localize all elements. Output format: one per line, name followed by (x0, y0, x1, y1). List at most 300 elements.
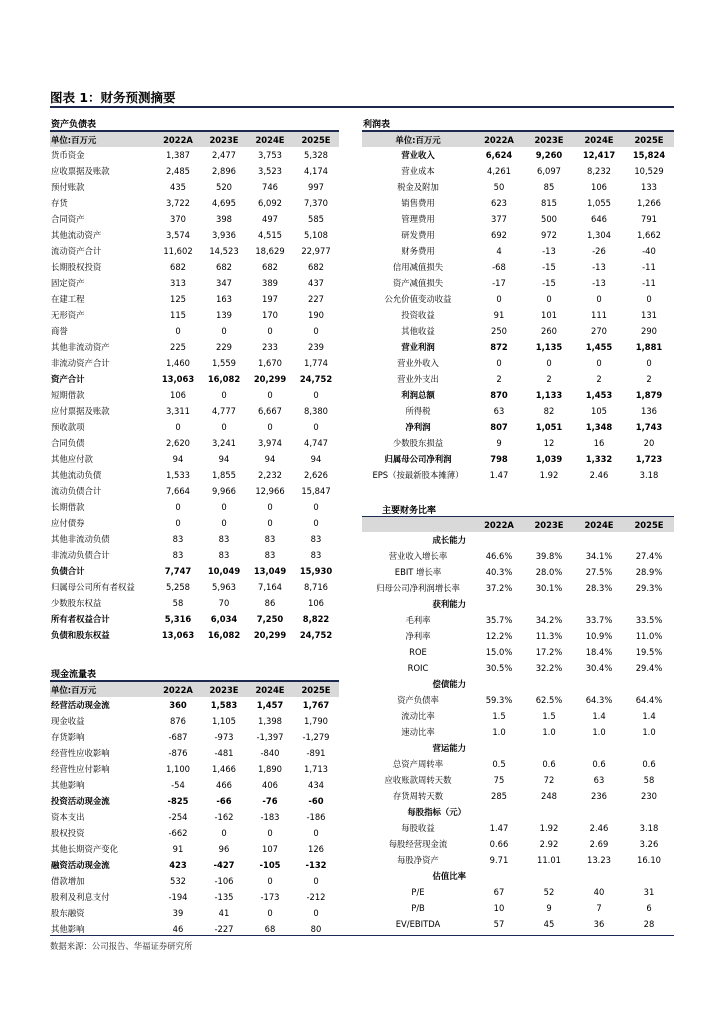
balance-row-label: 其他流动资产 (51, 230, 102, 240)
cashflow-cell: 0 (267, 908, 273, 918)
income-cell: 1,051 (535, 422, 563, 432)
balance-cell: 1,460 (166, 358, 190, 368)
income-cell: 4 (496, 246, 502, 256)
cashflow-cell: -54 (171, 780, 185, 790)
income-cell: 1,879 (635, 390, 663, 400)
income-cell: 0 (646, 294, 652, 304)
balance-row (50, 211, 339, 227)
balance-cell: 3,722 (166, 198, 190, 208)
ratios-cell (524, 804, 574, 820)
ratios-cell: 29.3% (635, 583, 663, 593)
ratios-row-label: 偿债能力 (432, 679, 466, 689)
balance-row (50, 323, 339, 339)
income-cell: 2.46 (589, 470, 609, 480)
ratios-cell: 57 (493, 919, 505, 929)
ratios-cell (624, 804, 674, 820)
income-cell: 1,348 (585, 422, 613, 432)
footer-rule (50, 935, 674, 936)
balance-cell: 3,574 (166, 230, 190, 240)
income-cell: 1,039 (535, 454, 563, 464)
income-row (362, 451, 674, 467)
balance-cell: 233 (262, 342, 278, 352)
balance-row (50, 595, 339, 611)
ratios-cell: 0.6 (642, 759, 656, 769)
income-row-label: 所得税 (405, 406, 431, 416)
ratios-cell: 16.10 (637, 855, 661, 865)
ratios-cell (574, 868, 624, 884)
cashflow-cell: -891 (306, 748, 326, 758)
income-cell: 798 (490, 454, 508, 464)
income-header-cell: 2025E (624, 132, 674, 148)
balance-cell: 94 (172, 454, 184, 464)
ratios-cell: 0.6 (542, 759, 556, 769)
cashflow-cell: 360 (169, 700, 187, 710)
ratios-row (362, 756, 674, 772)
ratios-cell: 11.3% (535, 631, 563, 641)
income-cell: 972 (541, 230, 557, 240)
ratios-cell: 3.26 (639, 839, 659, 849)
cashflow-row (50, 745, 339, 761)
balance-row (50, 467, 339, 483)
cashflow-header-cell: 2024E (247, 682, 293, 698)
ratios-cell (474, 868, 524, 884)
cashflow-row (50, 889, 339, 905)
balance-row-label: 应付票据及账款 (51, 406, 110, 416)
income-cell: -11 (642, 278, 656, 288)
income-cell: 1,266 (637, 198, 661, 208)
balance-cell: 83 (264, 534, 276, 544)
balance-cell: 5,108 (304, 230, 328, 240)
balance-cell: 3,936 (212, 230, 236, 240)
balance-cell: 6,667 (258, 406, 282, 416)
balance-cell: 0 (221, 390, 227, 400)
ratios-header-cell: 2024E (574, 517, 624, 532)
balance-cell: 229 (216, 342, 232, 352)
ratios-cell: 12.2% (485, 631, 513, 641)
cashflow-cell: -825 (167, 796, 189, 806)
balance-cell: 2,620 (166, 438, 190, 448)
balance-cell: 435 (170, 182, 186, 192)
income-row-label: 资产减值损失 (392, 278, 444, 288)
ratios-cell (474, 740, 524, 756)
ratios-cell (474, 532, 524, 548)
ratios-cell: 34.2% (535, 615, 563, 625)
balance-cell: 3,241 (212, 438, 236, 448)
balance-cell: 1,533 (166, 470, 190, 480)
income-row (362, 339, 674, 355)
ratios-cell: 59.3% (485, 695, 513, 705)
ratios-row-label: 成长能力 (432, 535, 466, 545)
balance-cell: 7,664 (166, 486, 190, 496)
ratios-row-label: 总资产周转率 (392, 759, 444, 769)
balance-cell: 9,966 (212, 486, 236, 496)
ratios-cell: 28.0% (535, 567, 563, 577)
ratios-cell: 19.5% (635, 647, 663, 657)
cashflow-cell: 1,398 (258, 716, 282, 726)
ratios-cell: 27.4% (635, 551, 663, 561)
balance-cell: 682 (216, 262, 232, 272)
ratios-row (362, 644, 674, 660)
cashflow-cell: 1,583 (210, 700, 238, 710)
balance-cell: 997 (308, 182, 324, 192)
cashflow-cell: 1,466 (212, 764, 236, 774)
ratios-cell: 9.71 (489, 855, 509, 865)
balance-cell: 0 (267, 518, 273, 528)
ratios-cell: 40 (593, 887, 605, 897)
balance-cell: 3,753 (258, 150, 282, 160)
ratios-cell: 1.4 (592, 711, 606, 721)
cashflow-cell: 0 (267, 828, 273, 838)
ratios-row (362, 660, 674, 676)
income-cell: 791 (641, 214, 657, 224)
cashflow-cell: -194 (168, 892, 188, 902)
balance-row-label: 固定资产 (51, 278, 85, 288)
income-cell: 8,232 (587, 166, 611, 176)
income-cell: 646 (591, 214, 607, 224)
balance-cell: 1,855 (212, 470, 236, 480)
ratios-cell: 28.3% (585, 583, 613, 593)
income-cell: 500 (541, 214, 557, 224)
ratios-cell: 1.47 (489, 823, 509, 833)
cashflow-cell: 1,105 (212, 716, 236, 726)
ratios-row-label: 每股收益 (401, 823, 435, 833)
balance-cell: 5,328 (304, 150, 328, 160)
income-cell: 63 (493, 406, 505, 416)
balance-cell: 437 (308, 278, 324, 288)
ratios-cell: 62.5% (535, 695, 563, 705)
cashflow-cell: 1,767 (302, 700, 330, 710)
income-cell: 2 (646, 374, 652, 384)
ratios-row (362, 916, 674, 932)
balance-cell: 497 (262, 214, 278, 224)
balance-cell: 13,063 (161, 374, 195, 384)
cashflow-cell: -876 (168, 748, 188, 758)
balance-row (50, 227, 339, 243)
balance-row (50, 371, 339, 387)
cashflow-row (50, 761, 339, 777)
balance-cell: 24,752 (299, 630, 333, 640)
balance-cell: 7,747 (164, 566, 192, 576)
ratios-cell: 58 (643, 775, 655, 785)
ratios-cell: 2.92 (539, 839, 559, 849)
ratios-cell: 15.0% (485, 647, 513, 657)
ratios-row (362, 884, 674, 900)
income-cell: 101 (541, 310, 557, 320)
balance-cell: 94 (218, 454, 230, 464)
cashflow-cell: -1,397 (256, 732, 284, 742)
income-row (362, 291, 674, 307)
balance-cell: 115 (170, 310, 186, 320)
income-cell: -11 (642, 262, 656, 272)
income-cell: 105 (591, 406, 607, 416)
ratios-row (362, 676, 674, 692)
balance-cell: 5,258 (166, 582, 190, 592)
cashflow-row-label: 投资活动现金流 (51, 796, 110, 806)
ratios-header-cell (362, 517, 474, 532)
balance-cell: 170 (262, 310, 278, 320)
ratios-cell: 18.4% (585, 647, 613, 657)
balance-row-label: 合同负债 (51, 438, 85, 448)
balance-cell: 83 (264, 550, 276, 560)
ratios-row (362, 564, 674, 580)
ratios-cell: 29.4% (635, 663, 663, 673)
balance-row-label: 应付债券 (51, 518, 85, 528)
ratios-cell: 72 (543, 775, 555, 785)
balance-cell: 2,626 (304, 470, 328, 480)
income-cell: 1,743 (635, 422, 663, 432)
ratios-cell: 17.2% (535, 647, 563, 657)
cashflow-cell: 1,790 (304, 716, 328, 726)
balance-cell: 4,777 (212, 406, 236, 416)
income-row (362, 275, 674, 291)
ratios-cell: 33.7% (585, 615, 613, 625)
balance-cell: 225 (170, 342, 186, 352)
cashflow-cell: -254 (168, 812, 188, 822)
balance-row-label: 其他非流动资产 (51, 342, 110, 352)
balance-cell: 7,164 (258, 582, 282, 592)
balance-cell: 8,380 (304, 406, 328, 416)
cashflow-block (50, 666, 339, 937)
cashflow-row-label: 资本支出 (51, 812, 85, 822)
cashflow-cell: -173 (260, 892, 280, 902)
income-row (362, 227, 674, 243)
cashflow-cell: -1,279 (302, 732, 330, 742)
ratios-cell: 37.2% (485, 583, 513, 593)
balance-cell: 746 (262, 182, 278, 192)
ratios-cell: 6 (646, 903, 652, 913)
balance-header-cell: 2025E (293, 132, 339, 148)
ratios-cell: 35.7% (485, 615, 513, 625)
ratios-cell (624, 868, 674, 884)
balance-cell: 83 (310, 534, 322, 544)
cashflow-row-label: 借款增加 (51, 876, 85, 886)
ratios-cell: 2.69 (589, 839, 609, 849)
ratios-row-label: 净利率 (405, 631, 431, 641)
cashflow-row (50, 777, 339, 793)
income-cell: 1,055 (587, 198, 611, 208)
cashflow-cell: -186 (306, 812, 326, 822)
income-row (362, 243, 674, 259)
ratios-row-label: 存货周转天数 (392, 791, 444, 801)
ratios-cell: 0.5 (492, 759, 506, 769)
income-cell: 9 (496, 438, 502, 448)
balance-row (50, 419, 339, 435)
balance-row (50, 579, 339, 595)
balance-cell: 83 (218, 550, 230, 560)
balance-row (50, 387, 339, 403)
balance-row-label: 货币资金 (51, 150, 85, 160)
balance-cell: 682 (262, 262, 278, 272)
ratios-row-label: P/B (411, 903, 425, 913)
income-cell: 1,133 (535, 390, 563, 400)
balance-row-label: 资产合计 (51, 374, 85, 384)
balance-row-label: 预付账款 (51, 182, 85, 192)
ratios-cell (574, 740, 624, 756)
balance-cell: 2,896 (212, 166, 236, 176)
cashflow-header-cell: 2025E (293, 682, 339, 698)
ratios-row-label: EBIT 增长率 (394, 567, 442, 577)
income-cell: -13 (592, 278, 606, 288)
cashflow-cell: -106 (214, 876, 234, 886)
balance-row-label: 其他应付款 (51, 454, 93, 464)
balance-row (50, 611, 339, 627)
balance-header-cell: 2024E (247, 132, 293, 148)
income-cell: 82 (543, 406, 555, 416)
ratios-cell: 1.92 (539, 823, 559, 833)
income-cell: -40 (642, 246, 656, 256)
income-cell: 0 (596, 294, 602, 304)
balance-header-cell: 单位:百万元 (50, 132, 155, 148)
cashflow-cell: 1,713 (304, 764, 328, 774)
cashflow-row-label: 股利及利息支付 (51, 892, 110, 902)
income-cell: 1,453 (585, 390, 613, 400)
balance-cell: 520 (216, 182, 232, 192)
balance-row (50, 547, 339, 563)
cashflow-cell: 41 (218, 908, 230, 918)
ratios-row-label: 每股经营现金流 (388, 839, 448, 849)
ratios-cell (524, 596, 574, 612)
cashflow-cell: 1,100 (166, 764, 190, 774)
balance-cell: 0 (175, 518, 181, 528)
income-row (362, 371, 674, 387)
balance-cell: 20,299 (253, 630, 287, 640)
balance-cell: 2,232 (258, 470, 282, 480)
income-cell: 1,304 (587, 230, 611, 240)
income-statement-block (362, 116, 674, 483)
ratios-row (362, 900, 674, 916)
income-cell: 1,881 (635, 342, 663, 352)
ratios-cell (524, 532, 574, 548)
ratios-header-cell: 2023E (524, 517, 574, 532)
ratios-cell: 45 (543, 919, 555, 929)
cashflow-cell: -162 (214, 812, 234, 822)
balance-row (50, 179, 339, 195)
ratios-cell (574, 676, 624, 692)
cashflow-row-label: 经营性应收影响 (51, 748, 110, 758)
balance-row-label: 流动资产合计 (51, 246, 102, 256)
ratios-cell: 52 (543, 887, 555, 897)
income-cell: 111 (591, 310, 607, 320)
cashflow-row-label: 其他长期资产变化 (51, 844, 118, 854)
balance-cell: 4,174 (304, 166, 328, 176)
ratios-row (362, 596, 674, 612)
income-header-cell: 2022A (474, 132, 524, 148)
cashflow-header-cell: 单位:百万元 (50, 682, 155, 698)
ratios-cell: 0.6 (592, 759, 606, 769)
income-row (362, 307, 674, 323)
cashflow-cell: 91 (172, 844, 184, 854)
ratios-row (362, 612, 674, 628)
ratios-cell: 236 (591, 791, 607, 801)
ratios-cell: 64.4% (635, 695, 663, 705)
cashflow-cell: -76 (262, 796, 278, 806)
cashflow-cell: 532 (170, 876, 186, 886)
income-cell: 1,662 (637, 230, 661, 240)
ratios-cell: 1.0 (492, 727, 506, 737)
ratios-cell: 9 (546, 903, 552, 913)
balance-cell: 0 (221, 326, 227, 336)
ratios-cell: 30.1% (535, 583, 563, 593)
income-row-label: 净利润 (405, 422, 431, 432)
balance-row-label: 负债合计 (51, 566, 85, 576)
ratios-row-label: 速动比率 (401, 727, 435, 737)
ratios-cell: 285 (491, 791, 507, 801)
balance-row-label: 合同资产 (51, 214, 85, 224)
balance-row-label: 长期借款 (51, 502, 85, 512)
ratios-cell: 11.01 (537, 855, 561, 865)
income-cell: 2 (596, 374, 602, 384)
cashflow-cell: -66 (216, 796, 232, 806)
cashflow-cell: 0 (313, 908, 319, 918)
ratios-cell (524, 676, 574, 692)
balance-cell: 0 (313, 326, 319, 336)
income-cell: 15,824 (632, 150, 666, 160)
balance-cell: 0 (175, 326, 181, 336)
balance-cell: 83 (218, 534, 230, 544)
ratios-cell (574, 532, 624, 548)
balance-cell: 0 (221, 518, 227, 528)
income-cell: 12 (543, 438, 555, 448)
income-cell: 85 (543, 182, 555, 192)
balance-sheet-title: 资产负债表 (50, 116, 339, 131)
cashflow-cell: -662 (168, 828, 188, 838)
balance-row-label: 流动负债合计 (51, 486, 102, 496)
cashflow-row-label: 经营活动现金流 (51, 700, 110, 710)
cashflow-cell: 107 (262, 844, 278, 854)
balance-header-cell: 2022A (155, 132, 201, 148)
income-row-label: 研发费用 (401, 230, 435, 240)
balance-cell: 2,477 (212, 150, 236, 160)
income-cell: 106 (591, 182, 607, 192)
ratios-cell: 75 (493, 775, 505, 785)
balance-cell: 94 (310, 454, 322, 464)
cashflow-cell: 0 (221, 828, 227, 838)
balance-row (50, 403, 339, 419)
income-header-cell: 2024E (574, 132, 624, 148)
income-cell: 0 (546, 358, 552, 368)
ratios-row (362, 580, 674, 596)
income-row (362, 211, 674, 227)
income-cell: 1,135 (535, 342, 563, 352)
ratios-row-label: ROIC (407, 663, 429, 673)
ratios-cell: 10.9% (585, 631, 613, 641)
income-row-label: 其他收益 (401, 326, 435, 336)
balance-row (50, 147, 339, 163)
balance-cell: 585 (308, 214, 324, 224)
income-statement-title: 利润表 (362, 116, 674, 131)
ratios-header-cell: 2022A (474, 517, 524, 532)
income-row (362, 403, 674, 419)
balance-row-label: 归属母公司所有者权益 (51, 582, 135, 592)
cashflow-row-label: 存货影响 (51, 732, 85, 742)
balance-cell: 5,963 (212, 582, 236, 592)
balance-row-label: 非流动资产合计 (51, 358, 110, 368)
cashflow-row (50, 809, 339, 825)
cashflow-row-label: 股东融资 (51, 908, 85, 918)
balance-row (50, 451, 339, 467)
balance-cell: 347 (216, 278, 232, 288)
cashflow-row-label: 其他影响 (51, 780, 85, 790)
balance-cell: 7,250 (256, 614, 284, 624)
ratios-row (362, 708, 674, 724)
balance-cell: 24,752 (299, 374, 333, 384)
ratios-row-label: 营运能力 (432, 743, 466, 753)
income-cell: 6,097 (537, 166, 561, 176)
balance-cell: 1,670 (258, 358, 282, 368)
income-cell: 815 (541, 198, 557, 208)
balance-cell: 83 (172, 534, 184, 544)
balance-cell: 0 (267, 390, 273, 400)
